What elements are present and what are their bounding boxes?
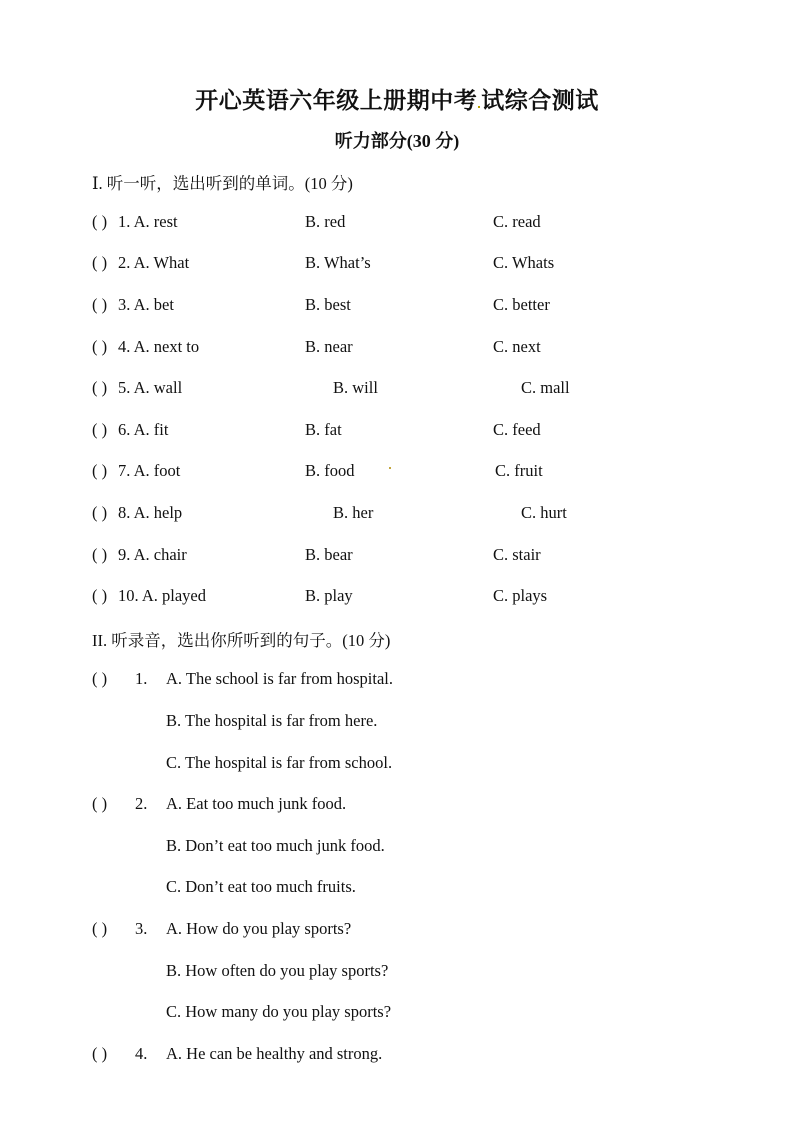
exam-title: 开心英语六年级上册期中考 试综合测试 — [195, 88, 599, 113]
sentence-question-3 — [0, 919, 794, 943]
option-b: B. bear — [305, 545, 353, 564]
option-b: B. food — [305, 461, 355, 480]
option-c: C. fruit — [495, 461, 543, 480]
word-question-1 — [0, 212, 794, 236]
word-question-2 — [0, 253, 794, 277]
answer-blank[interactable]: ( ) — [92, 1044, 108, 1063]
word-question-3 — [0, 295, 794, 319]
option-c: C. Whats — [493, 253, 555, 272]
answer-blank[interactable]: ( ) — [92, 253, 108, 272]
option-a: A. How do you play sports? — [166, 919, 352, 938]
option-b: B. play — [305, 586, 353, 605]
sentence-question-2 — [0, 794, 794, 818]
sentence-option-row — [0, 877, 794, 901]
part1-heading: Ⅰ. 听一听，选出听到的单词。(10 分) — [92, 174, 353, 193]
word-question-6 — [0, 420, 794, 444]
option-b: B. fat — [305, 420, 342, 439]
option-a: A. Eat too much junk food. — [166, 794, 347, 813]
sentence-option-row — [0, 836, 794, 860]
option-a: A. The school is far from hospital. — [166, 669, 393, 688]
option-a: 8. A. help — [118, 503, 183, 522]
option-a: 2. A. What — [118, 253, 190, 272]
sentence-option-row — [0, 1002, 794, 1026]
option-c: C. mall — [521, 378, 570, 397]
option-a: A. He can be healthy and strong. — [166, 1044, 383, 1063]
stray-dot — [389, 467, 391, 469]
answer-blank[interactable]: ( ) — [92, 586, 108, 605]
option-c: C. plays — [493, 586, 548, 605]
question-number: 4. — [135, 1044, 148, 1063]
option-c: C. hurt — [521, 503, 567, 522]
option-c: C. stair — [493, 545, 541, 564]
word-question-10 — [0, 586, 794, 610]
sentence-option-row — [0, 711, 794, 735]
answer-blank[interactable]: ( ) — [92, 669, 108, 688]
answer-blank[interactable]: ( ) — [92, 503, 108, 522]
option-c: C. next — [493, 337, 541, 356]
option-a: 1. A. rest — [118, 212, 178, 231]
option-c: C. feed — [493, 420, 541, 439]
option-b: B. The hospital is far from here. — [166, 711, 378, 730]
option-b: B. What’s — [305, 253, 371, 272]
word-question-5 — [0, 378, 794, 402]
word-question-4 — [0, 337, 794, 361]
option-b: B. her — [333, 503, 374, 522]
answer-blank[interactable]: ( ) — [92, 337, 108, 356]
sentence-question-1 — [0, 669, 794, 693]
question-number: 3. — [135, 919, 148, 938]
option-a: 4. A. next to — [118, 337, 200, 356]
option-b: B. best — [305, 295, 351, 314]
option-a: 3. A. bet — [118, 295, 174, 314]
answer-blank[interactable]: ( ) — [92, 461, 108, 480]
option-a: 6. A. fit — [118, 420, 169, 439]
answer-blank[interactable]: ( ) — [92, 295, 108, 314]
listening-subtitle: 听力部分(30 分) — [334, 131, 460, 151]
word-question-8 — [0, 503, 794, 527]
answer-blank[interactable]: ( ) — [92, 378, 108, 397]
option-c: C. Don’t eat too much fruits. — [166, 877, 356, 896]
sentence-question-4 — [0, 1044, 794, 1068]
option-c: C. read — [493, 212, 541, 231]
part2-heading: II. 听录音，选出你所听到的句子。(10 分) — [92, 631, 391, 650]
word-question-9 — [0, 545, 794, 569]
option-b: B. will — [333, 378, 378, 397]
option-b: B. How often do you play sports? — [166, 961, 389, 980]
sentence-option-row — [0, 961, 794, 985]
answer-blank[interactable]: ( ) — [92, 420, 108, 439]
option-c: C. How many do you play sports? — [166, 1002, 392, 1021]
title-speck — [478, 106, 480, 108]
answer-blank[interactable]: ( ) — [92, 545, 108, 564]
option-c: C. The hospital is far from school. — [166, 753, 393, 772]
sentence-option-row — [0, 753, 794, 777]
option-a: 7. A. foot — [118, 461, 181, 480]
option-a: 10. A. played — [118, 586, 206, 605]
option-a: 5. A. wall — [118, 378, 183, 397]
option-b: B. red — [305, 212, 346, 231]
option-b: B. Don’t eat too much junk food. — [166, 836, 385, 855]
option-c: C. better — [493, 295, 550, 314]
option-b: B. near — [305, 337, 353, 356]
question-number: 1. — [135, 669, 148, 688]
question-number: 2. — [135, 794, 148, 813]
word-question-7 — [0, 461, 794, 485]
answer-blank[interactable]: ( ) — [92, 212, 108, 231]
option-a: 9. A. chair — [118, 545, 187, 564]
answer-blank[interactable]: ( ) — [92, 794, 108, 813]
answer-blank[interactable]: ( ) — [92, 919, 108, 938]
